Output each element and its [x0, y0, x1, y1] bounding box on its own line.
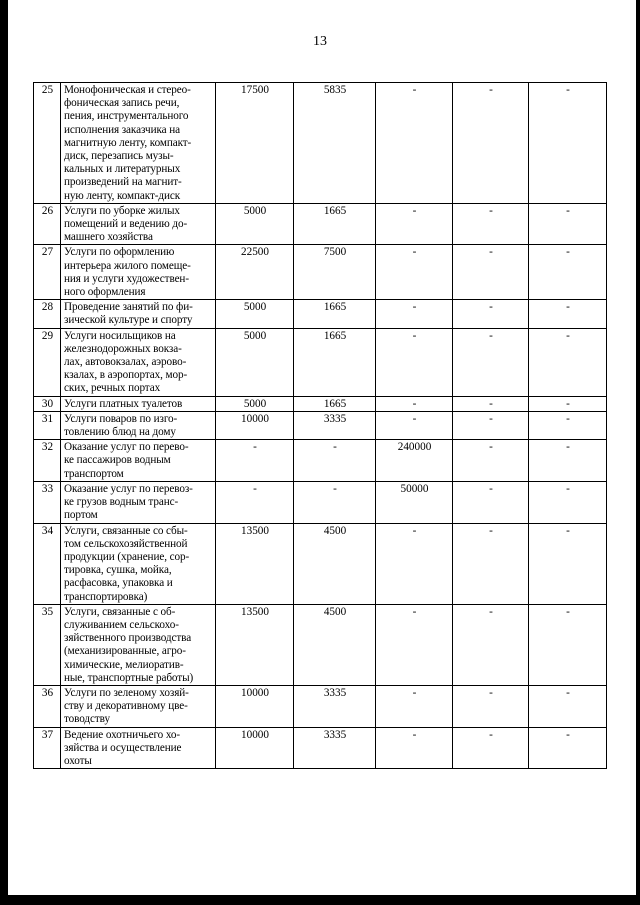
row-number: 30 — [34, 396, 61, 411]
service-name-line: продукции (хранение, сор- — [64, 550, 190, 563]
service-name — [61, 604, 216, 685]
service-name-line: зяйства и осуществление — [64, 741, 182, 754]
service-name-line: Услуги по оформлению — [64, 246, 175, 259]
value-cell-1: 5000 — [216, 328, 294, 396]
value-cell-1: - — [216, 481, 294, 523]
page-number: 13 — [313, 34, 327, 49]
value-cell-5: - — [529, 604, 607, 685]
row-number: 27 — [34, 245, 61, 300]
value-cell-4: - — [453, 727, 529, 769]
value-cell-4: - — [453, 523, 529, 604]
table-row — [34, 440, 607, 482]
service-name-line: ния и услуги художествен- — [64, 272, 189, 285]
value-cell-5: - — [529, 440, 607, 482]
services-fee-table — [33, 82, 607, 769]
service-name-line: Ведение охотничьего хо- — [64, 728, 181, 741]
value-cell-1: 10000 — [216, 685, 294, 727]
value-cell-3: - — [376, 83, 453, 204]
table-row — [34, 727, 607, 769]
service-name — [61, 727, 216, 769]
value-cell-2: 3335 — [294, 411, 376, 439]
service-name — [61, 328, 216, 396]
value-cell-5: - — [529, 727, 607, 769]
value-cell-2: 1665 — [294, 328, 376, 396]
table-row — [34, 411, 607, 439]
service-name-line: ке грузов водным транс- — [64, 496, 179, 509]
service-name-line: портом — [64, 509, 98, 522]
service-name — [61, 685, 216, 727]
service-name-line: Услуги по зеленому хозяй- — [64, 686, 189, 699]
value-cell-2: - — [294, 481, 376, 523]
value-cell-4: - — [453, 440, 529, 482]
value-cell-5: - — [529, 396, 607, 411]
value-cell-4: - — [453, 83, 529, 204]
row-number: 34 — [34, 523, 61, 604]
value-cell-2: - — [294, 440, 376, 482]
scan-border-bottom — [0, 895, 640, 905]
service-name-line: Услуги носильщиков на — [64, 329, 176, 342]
service-name-line: исполнения заказчика на — [64, 123, 180, 136]
table-row — [34, 300, 607, 328]
value-cell-1: 13500 — [216, 523, 294, 604]
row-number: 35 — [34, 604, 61, 685]
value-cell-4: - — [453, 328, 529, 396]
row-number: 31 — [34, 411, 61, 439]
service-name-line: товодству — [64, 713, 110, 726]
service-name-line: товлению блюд на дому — [64, 426, 176, 439]
value-cell-1: 5000 — [216, 203, 294, 245]
table-body — [34, 83, 607, 769]
value-cell-5: - — [529, 300, 607, 328]
row-number: 32 — [34, 440, 61, 482]
service-name — [61, 440, 216, 482]
value-cell-1: - — [216, 440, 294, 482]
service-name-line: железнодорожных вокза- — [64, 342, 182, 355]
table-row — [34, 328, 607, 396]
service-name-line: ке пассажиров водным — [64, 454, 171, 467]
row-number: 29 — [34, 328, 61, 396]
value-cell-5: - — [529, 328, 607, 396]
service-name-line: охоты — [64, 754, 92, 767]
value-cell-2: 3335 — [294, 727, 376, 769]
value-cell-4: - — [453, 245, 529, 300]
value-cell-5: - — [529, 83, 607, 204]
service-name-line: магнитную ленту, компакт- — [64, 136, 192, 149]
service-name — [61, 245, 216, 300]
service-name-line: произведений на магнит- — [64, 176, 182, 189]
table-row — [34, 604, 607, 685]
value-cell-3: - — [376, 685, 453, 727]
row-number: 28 — [34, 300, 61, 328]
service-name-line: тировка, сушка, мойка, — [64, 564, 172, 577]
service-name-line: химические, мелиоратив- — [64, 658, 184, 671]
value-cell-2: 5835 — [294, 83, 376, 204]
service-name-line: фоническая запись речи, — [64, 97, 180, 110]
value-cell-3: - — [376, 523, 453, 604]
service-name — [61, 300, 216, 328]
value-cell-1: 5000 — [216, 300, 294, 328]
value-cell-5: - — [529, 411, 607, 439]
service-name-line: Услуги по уборке жилых — [64, 204, 180, 217]
value-cell-5: - — [529, 523, 607, 604]
table-row — [34, 203, 607, 245]
row-number: 33 — [34, 481, 61, 523]
value-cell-2: 4500 — [294, 523, 376, 604]
value-cell-4: - — [453, 481, 529, 523]
value-cell-3: - — [376, 300, 453, 328]
service-name-line: диск, перезапись музы- — [64, 150, 174, 163]
value-cell-3: - — [376, 245, 453, 300]
service-name — [61, 203, 216, 245]
value-cell-1: 10000 — [216, 411, 294, 439]
value-cell-5: - — [529, 203, 607, 245]
value-cell-3: 240000 — [376, 440, 453, 482]
value-cell-3: - — [376, 727, 453, 769]
service-name-line: Услуги поваров по изго- — [64, 412, 178, 425]
value-cell-2: 1665 — [294, 300, 376, 328]
value-cell-1: 13500 — [216, 604, 294, 685]
service-name-line: зической культуре и спорту — [64, 314, 193, 327]
value-cell-2: 1665 — [294, 396, 376, 411]
service-name-line: Проведение занятий по фи- — [64, 301, 193, 314]
value-cell-3: - — [376, 328, 453, 396]
service-name-line: служиванием сельскохо- — [64, 618, 179, 631]
service-name-line: Услуги платных туалетов — [64, 397, 183, 410]
table-row — [34, 523, 607, 604]
service-name-line: интерьера жилого помеще- — [64, 259, 191, 272]
service-name-line: пения, инструментального — [64, 110, 189, 123]
row-number: 37 — [34, 727, 61, 769]
table-row — [34, 481, 607, 523]
service-name-line: ству и декоративному цве- — [64, 700, 188, 713]
value-cell-3: - — [376, 411, 453, 439]
service-name-line: Монофоническая и стерео- — [64, 84, 191, 96]
table-row — [34, 396, 607, 411]
service-name-line: Оказание услуг по перево- — [64, 441, 189, 454]
value-cell-4: - — [453, 396, 529, 411]
value-cell-4: - — [453, 411, 529, 439]
value-cell-4: - — [453, 203, 529, 245]
service-name-line: зяйственного производства — [64, 632, 192, 645]
value-cell-5: - — [529, 245, 607, 300]
value-cell-5: - — [529, 685, 607, 727]
service-name-line: кальных и литературных — [64, 163, 181, 176]
value-cell-2: 7500 — [294, 245, 376, 300]
row-number: 26 — [34, 203, 61, 245]
service-name — [61, 396, 216, 411]
service-name-line: транспортировка) — [64, 590, 148, 603]
service-name-line: расфасовка, упаковка и — [64, 577, 173, 590]
scan-border-right — [636, 0, 640, 905]
value-cell-3: - — [376, 604, 453, 685]
table-row — [34, 83, 607, 204]
value-cell-2: 4500 — [294, 604, 376, 685]
value-cell-1: 17500 — [216, 83, 294, 204]
service-name-line: Услуги, связанные с об- — [64, 605, 176, 618]
service-name — [61, 481, 216, 523]
value-cell-1: 5000 — [216, 396, 294, 411]
value-cell-1: 22500 — [216, 245, 294, 300]
value-cell-3: 50000 — [376, 481, 453, 523]
service-name-line: помещений и ведению до- — [64, 218, 188, 231]
service-name — [61, 83, 216, 204]
value-cell-3: - — [376, 203, 453, 245]
value-cell-5: - — [529, 481, 607, 523]
service-name-line: ную ленту, компакт-диск — [64, 189, 181, 202]
service-name-line: лах, автовокзалах, аэрово- — [64, 356, 187, 369]
value-cell-2: 1665 — [294, 203, 376, 245]
value-cell-1: 10000 — [216, 727, 294, 769]
service-name-line: ного оформления — [64, 286, 146, 299]
service-name-line: машнего хозяйства — [64, 231, 153, 244]
service-name — [61, 411, 216, 439]
service-name-line: транспортом — [64, 467, 124, 480]
service-name-line: Оказание услуг по перевоз- — [64, 482, 193, 495]
service-name-line: ные, транспортные работы) — [64, 671, 194, 684]
table-row — [34, 245, 607, 300]
value-cell-4: - — [453, 604, 529, 685]
service-name-line: (механизированные, агро- — [64, 645, 186, 658]
value-cell-4: - — [453, 300, 529, 328]
service-name-line: кзалах, в аэропортах, мор- — [64, 369, 188, 382]
row-number: 25 — [34, 83, 61, 204]
value-cell-2: 3335 — [294, 685, 376, 727]
value-cell-3: - — [376, 396, 453, 411]
service-name — [61, 523, 216, 604]
service-name-line: Услуги, связанные со сбы- — [64, 524, 188, 537]
service-name-line: ских, речных портах — [64, 382, 161, 395]
value-cell-4: - — [453, 685, 529, 727]
row-number: 36 — [34, 685, 61, 727]
table-row — [34, 685, 607, 727]
service-name-line: том сельскохозяйственной — [64, 537, 188, 550]
scan-border-left — [0, 0, 8, 905]
